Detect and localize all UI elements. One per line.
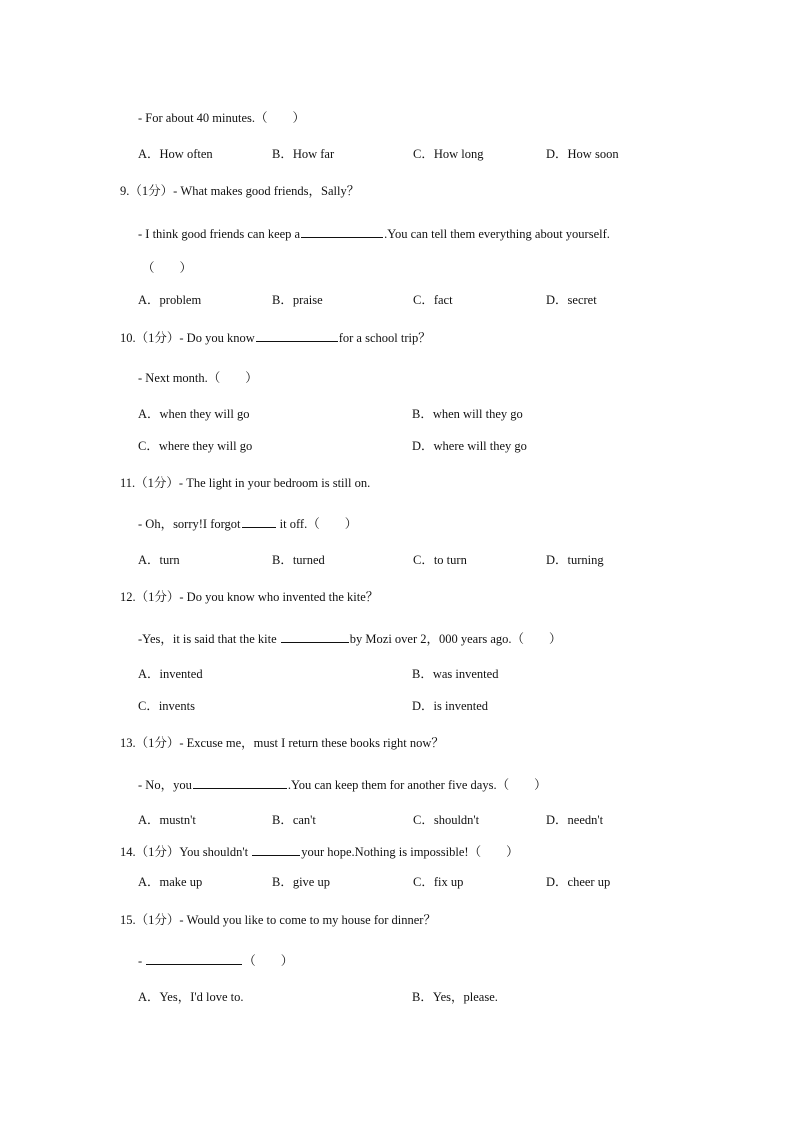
q11-answer-before: - Oh，sorry!I forgot [138,517,241,531]
q14-option-d: D．cheer up [546,875,611,889]
q12-stem: 12.（1分）- Do you know who invented the kite？ [120,590,379,604]
q10-blank [256,329,338,342]
q9-option-d: D．secret [546,293,597,307]
q15-answer-after: （ ） [243,954,294,968]
q13-answer-line [138,776,547,793]
q14-stem [120,843,519,860]
q13-blank [193,776,287,789]
q11-option-d: D．turning [546,553,604,567]
q9-option-c: C．fact [413,293,453,307]
q10-option-b: B．when will they go [412,407,523,421]
q12-option-a: A．invented [138,667,203,681]
q12-option-c: C．invents [138,699,195,713]
q10-option-c: C．where they will go [138,439,253,453]
q8-option-b: B．How far [272,147,335,161]
q11-option-b: B．turned [272,553,325,567]
q9-answer-before: - I think good friends can keep a [138,227,301,241]
q13-option-d: D．needn't [546,813,604,827]
q12-answer-line [138,630,562,647]
q13-option-c: C．shouldn't [413,813,480,827]
q15-stem: 15.（1分）- Would you like to come to my house for dinner？ [120,913,436,927]
q9-blank [301,225,383,238]
q13-option-b: B．can't [272,813,316,827]
q11-answer-line [138,515,357,532]
q10-option-a: A．when they will go [138,407,250,421]
q9-answer-after: .You can tell them everything about yourself. [384,227,610,241]
q12-option-b: B．was invented [412,667,499,681]
q10-answer-line: - Next month.（ ） [138,371,258,385]
q9-answer-line [138,225,610,242]
q11-blank [242,515,276,528]
q13-answer-after: .You can keep them for another five days.（ ） [287,778,547,792]
q15-answer-line [138,952,293,969]
q15-option-a: A．Yes，I'd love to. [138,990,244,1004]
q9-option-a: A．problem [138,293,202,307]
q10-option-d: D．where will they go [412,439,527,453]
q10-stem-before: 10.（1分）- Do you know [120,331,255,345]
q13-option-a: A．mustn't [138,813,196,827]
q14-option-a: A．make up [138,875,203,889]
q12-answer-before: -Yes，it is said that the kite [138,632,280,646]
q11-option-c: C．to turn [413,553,467,567]
q12-option-d: D．is invented [412,699,489,713]
q11-option-a: A．turn [138,553,180,567]
q8-option-c: C．How long [413,147,484,161]
q9-option-b: B．praise [272,293,323,307]
q8-option-a: A．How often [138,147,213,161]
q10-stem [120,329,431,346]
q14-stem-before: 14.（1分）You shouldn't [120,845,252,859]
q14-option-b: B．give up [272,875,330,889]
q10-stem-after: for a school trip？ [338,331,431,345]
q15-blank [146,952,242,965]
q12-answer-after: by Mozi over 2，000 years ago.（ ） [349,632,562,646]
q12-blank [281,630,349,643]
q14-blank [252,843,300,856]
q15-option-b: B．Yes，please. [412,990,498,1004]
q9-paren: （ ） [142,261,193,275]
q11-stem: 11.（1分）- The light in your bedroom is still on. [120,476,371,490]
q11-answer-after: it off.（ ） [276,517,358,531]
q8-answer-line: - For about 40 minutes.（ ） [138,111,306,125]
q9-stem: 9.（1分）- What makes good friends，Sally？ [120,184,360,198]
q14-option-c: C．fix up [413,875,464,889]
q15-answer-before: - [138,954,146,968]
q13-answer-before: - No，you [138,778,192,792]
q13-stem: 13.（1分）- Excuse me，must I return these books right now？ [120,736,444,750]
q14-stem-after: your hope.Nothing is impossible!（ ） [301,845,519,859]
q8-option-d: D．How soon [546,147,619,161]
